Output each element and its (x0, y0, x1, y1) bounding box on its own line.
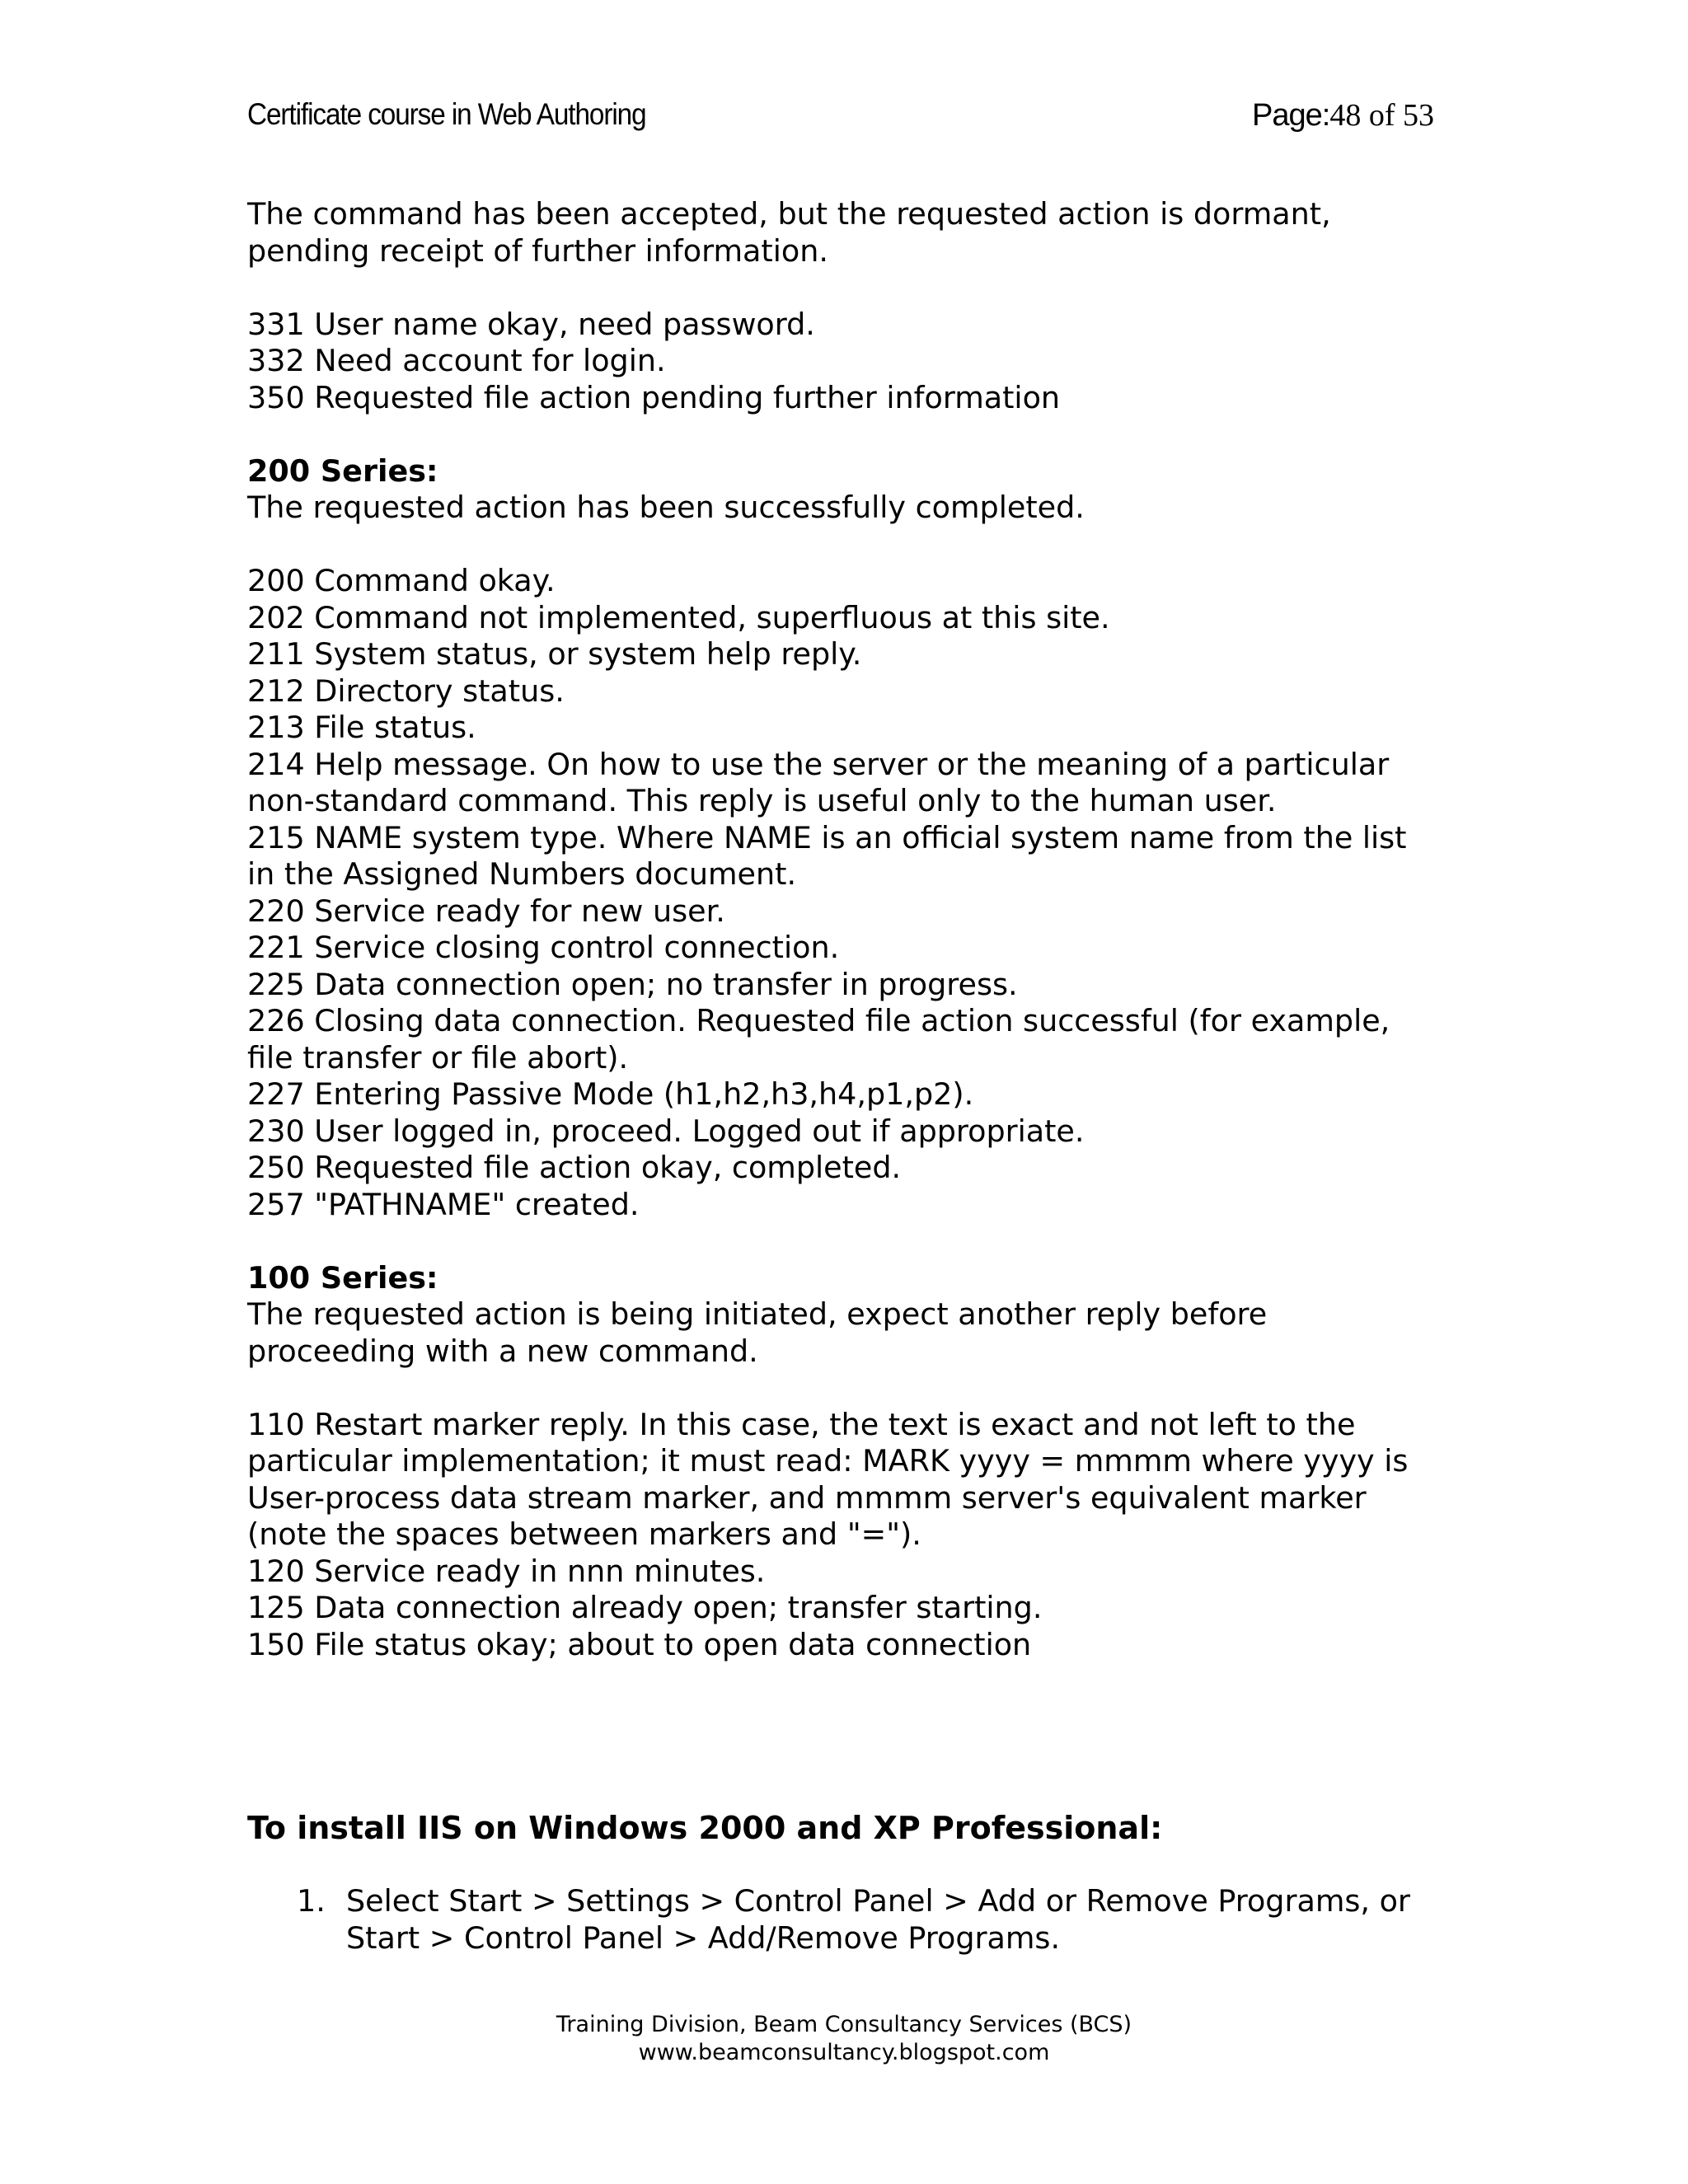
reply-code-line: 214 Help message. On how to use the server or the meaning of a particular (247, 746, 1390, 782)
footer-org: Training Division, Beam Consultancy Services (BCS) (556, 2012, 1132, 2037)
reply-code-line: 332 Need account for login. (247, 343, 666, 378)
reply-code-line: 225 Data connection open; no transfer in progress. (247, 966, 1018, 1002)
intro-line: The command has been accepted, but the requested action is dormant, (247, 196, 1331, 232)
install-step (247, 1883, 1442, 1957)
install-steps (247, 1883, 1442, 1957)
reply-code-line: in the Assigned Numbers document. (247, 856, 797, 892)
page-number: 48 of 53 (1329, 98, 1434, 133)
reply-code-line: 215 NAME system type. Where NAME is an official system name from the list (247, 819, 1407, 855)
reply-code-line: User-process data stream marker, and mmmm server's equivalent marker (247, 1479, 1367, 1516)
step-text: Start > Control Panel > Add/Remove Programs. (346, 1919, 1061, 1956)
reply-code-line: 230 User logged in, proceed. Logged out if appropriate. (247, 1113, 1085, 1149)
reply-code-line: 350 Requested file action pending further information (247, 379, 1061, 415)
spacer (247, 1847, 1442, 1884)
series-200-list (247, 563, 1442, 1223)
reply-code-line: 120 Service ready in nnn minutes. (247, 1553, 766, 1589)
spacer (247, 1223, 1442, 1260)
reply-code-line: 211 System status, or system help reply. (247, 636, 862, 672)
reply-code-line: file transfer or file abort). (247, 1039, 629, 1076)
series-100-list (247, 1407, 1442, 1664)
page-label: Page: (1252, 98, 1330, 133)
reply-code-line: 110 Restart marker reply. In this case, the text is exact and not left to the (247, 1406, 1356, 1442)
step-text: Select Start > Settings > Control Panel > Add or Remove Programs, or (346, 1883, 1410, 1919)
spacer (247, 1370, 1442, 1407)
reply-code-line: 125 Data connection already open; transfer starting. (247, 1590, 1043, 1625)
reply-code-line: 150 File status okay; about to open data connection (247, 1626, 1032, 1662)
spacer (247, 269, 1442, 307)
spacer (247, 416, 1442, 453)
reply-code-line: 226 Closing data connection. Requested file action successful (for example, (247, 1003, 1390, 1038)
series-100-heading: 100 Series: (247, 1259, 438, 1296)
page-header (247, 97, 1434, 138)
footer-url: www.beamconsultancy.blogspot.com (638, 2040, 1050, 2065)
series-200-heading: 200 Series: (247, 452, 438, 489)
page-footer (0, 2011, 1688, 2067)
reply-code-line: non-standard command. This reply is useful only to the human user. (247, 783, 1277, 818)
reply-code-line: 227 Entering Passive Mode (h1,h2,h3,h4,p1,p2). (247, 1076, 974, 1112)
spacer (247, 527, 1442, 564)
series-200-description: The requested action has been successfully completed. (247, 490, 1085, 525)
reply-code-line: 213 File status. (247, 710, 476, 745)
intro-line: pending receipt of further information. (247, 232, 828, 269)
page-content (247, 196, 1442, 1957)
reply-code-line: 200 Command okay. (247, 563, 556, 598)
course-title: Certificate course in Web Authoring (247, 97, 646, 131)
series-100-description: proceeding with a new command. (247, 1333, 758, 1369)
reply-code-line: (note the spaces between markers and "="). (247, 1516, 921, 1552)
reply-code-line: 250 Requested file action okay, completed. (247, 1150, 902, 1185)
install-heading: To install IIS on Windows 2000 and XP Professional: (247, 1810, 1163, 1846)
reply-code-line: 220 Service ready for new user. (247, 893, 725, 929)
reply-code-line: 202 Command not implemented, superfluous at this site. (247, 599, 1110, 635)
spacer (247, 1663, 1442, 1810)
reply-code-line: 221 Service closing control connection. (247, 930, 840, 965)
step-number: 1. (297, 1883, 326, 1919)
reply-code-line: 257 "PATHNAME" created. (247, 1186, 640, 1222)
series-100-description: The requested action is being initiated, expect another reply before (247, 1296, 1268, 1332)
reply-code-line: 331 User name okay, need password. (247, 306, 815, 342)
reply-code-line: particular implementation; it must read: MARK yyyy = mmmm where yyyy is (247, 1443, 1409, 1479)
page-indicator (1252, 97, 1434, 134)
reply-code-line: 212 Directory status. (247, 673, 565, 709)
